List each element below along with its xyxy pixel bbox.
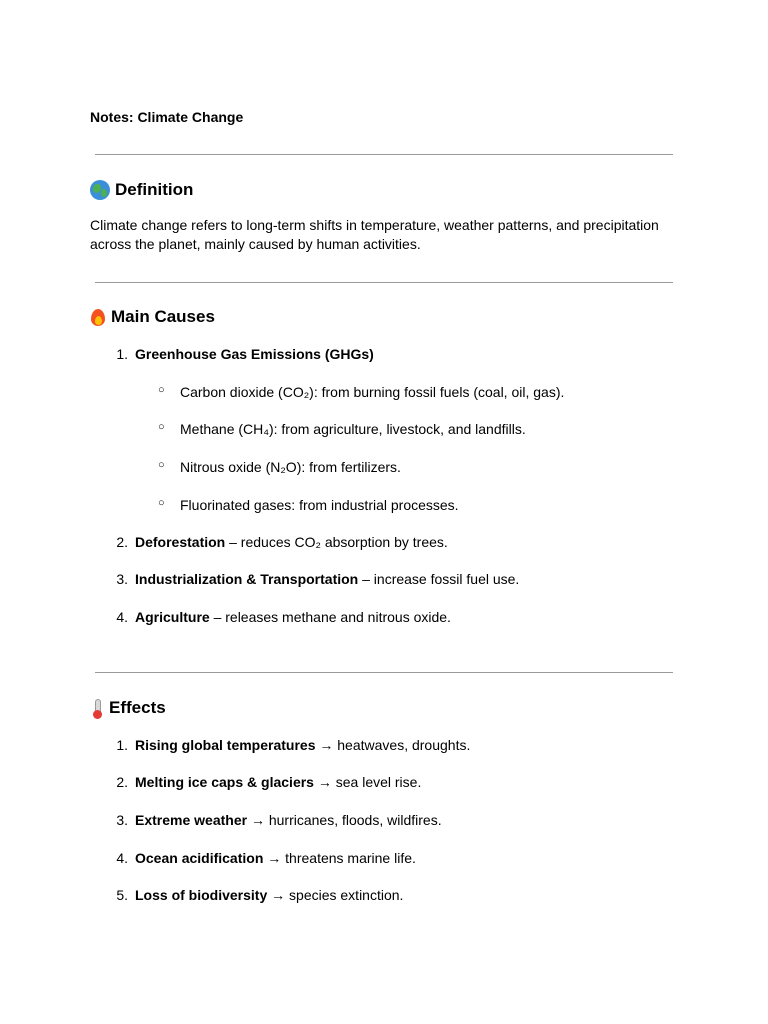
bullet-icon: ○ [158, 384, 165, 396]
divider [95, 672, 673, 673]
list-number: 4. [116, 609, 128, 625]
list-item-bold: Ocean acidification [135, 850, 264, 866]
sub-list-item-text: Nitrous oxide (N₂O): from fertilizers. [180, 459, 401, 475]
bullet-icon: ○ [158, 497, 165, 509]
list-item-text: → heatwaves, droughts. [315, 737, 471, 753]
sub-list-item-text: Methane (CH₄): from agriculture, livestock, and landfills. [180, 421, 526, 437]
list-item-bold: Melting ice caps & glaciers [135, 774, 314, 790]
effects-heading [90, 697, 166, 720]
effects-heading-label: Effects [109, 698, 166, 717]
list-item-bold: Industrialization & Transportation [135, 571, 359, 587]
causes-heading-label: Main Causes [111, 307, 215, 326]
list-item-bold: Extreme weather [135, 812, 248, 828]
causes-heading [90, 306, 215, 329]
fire-icon [90, 307, 106, 327]
list-number: 4. [116, 850, 128, 866]
list-item-bold: Loss of biodiversity [135, 887, 268, 903]
list-item-text: → sea level rise. [313, 774, 422, 790]
list-number: 5. [116, 887, 128, 903]
globe-icon [90, 180, 110, 200]
list-item-bold: Deforestation [135, 534, 226, 550]
list-item-text: → species extinction. [267, 887, 404, 903]
document-title: Notes: Climate Change [90, 109, 244, 125]
divider [95, 154, 673, 155]
sub-list-item-text: Fluorinated gases: from industrial processes. [180, 497, 459, 513]
list-item-bold: Agriculture [135, 609, 210, 625]
list-item-text: – reduces CO₂ absorption by trees. [225, 534, 448, 550]
list-number: 1. [116, 346, 128, 362]
bullet-icon: ○ [158, 459, 165, 471]
definition-text: Climate change refers to long-term shifts in temperature, weather patterns, and precipitation across the planet, mainly caused by human activities. [90, 217, 659, 252]
list-number: 2. [116, 534, 128, 550]
list-number: 1. [116, 737, 128, 753]
sub-list-item-text: Carbon dioxide (CO₂): from burning fossil fuels (coal, oil, gas). [180, 384, 565, 400]
list-item-text: – releases methane and nitrous oxide. [209, 609, 451, 625]
divider [95, 282, 673, 283]
list-item-text: → threatens marine life. [263, 850, 416, 866]
list-number: 3. [116, 812, 128, 828]
bullet-icon: ○ [158, 421, 165, 433]
definition-heading-label: Definition [115, 180, 194, 199]
list-number: 2. [116, 774, 128, 790]
list-item-text: → hurricanes, floods, wildfires. [247, 812, 442, 828]
thermometer-icon [90, 698, 104, 718]
list-item-bold: Rising global temperatures [135, 737, 316, 753]
list-item-text: – increase fossil fuel use. [358, 571, 520, 587]
list-number: 3. [116, 571, 128, 587]
definition-heading [90, 179, 193, 202]
list-item-bold: Greenhouse Gas Emissions (GHGs) [135, 346, 374, 362]
